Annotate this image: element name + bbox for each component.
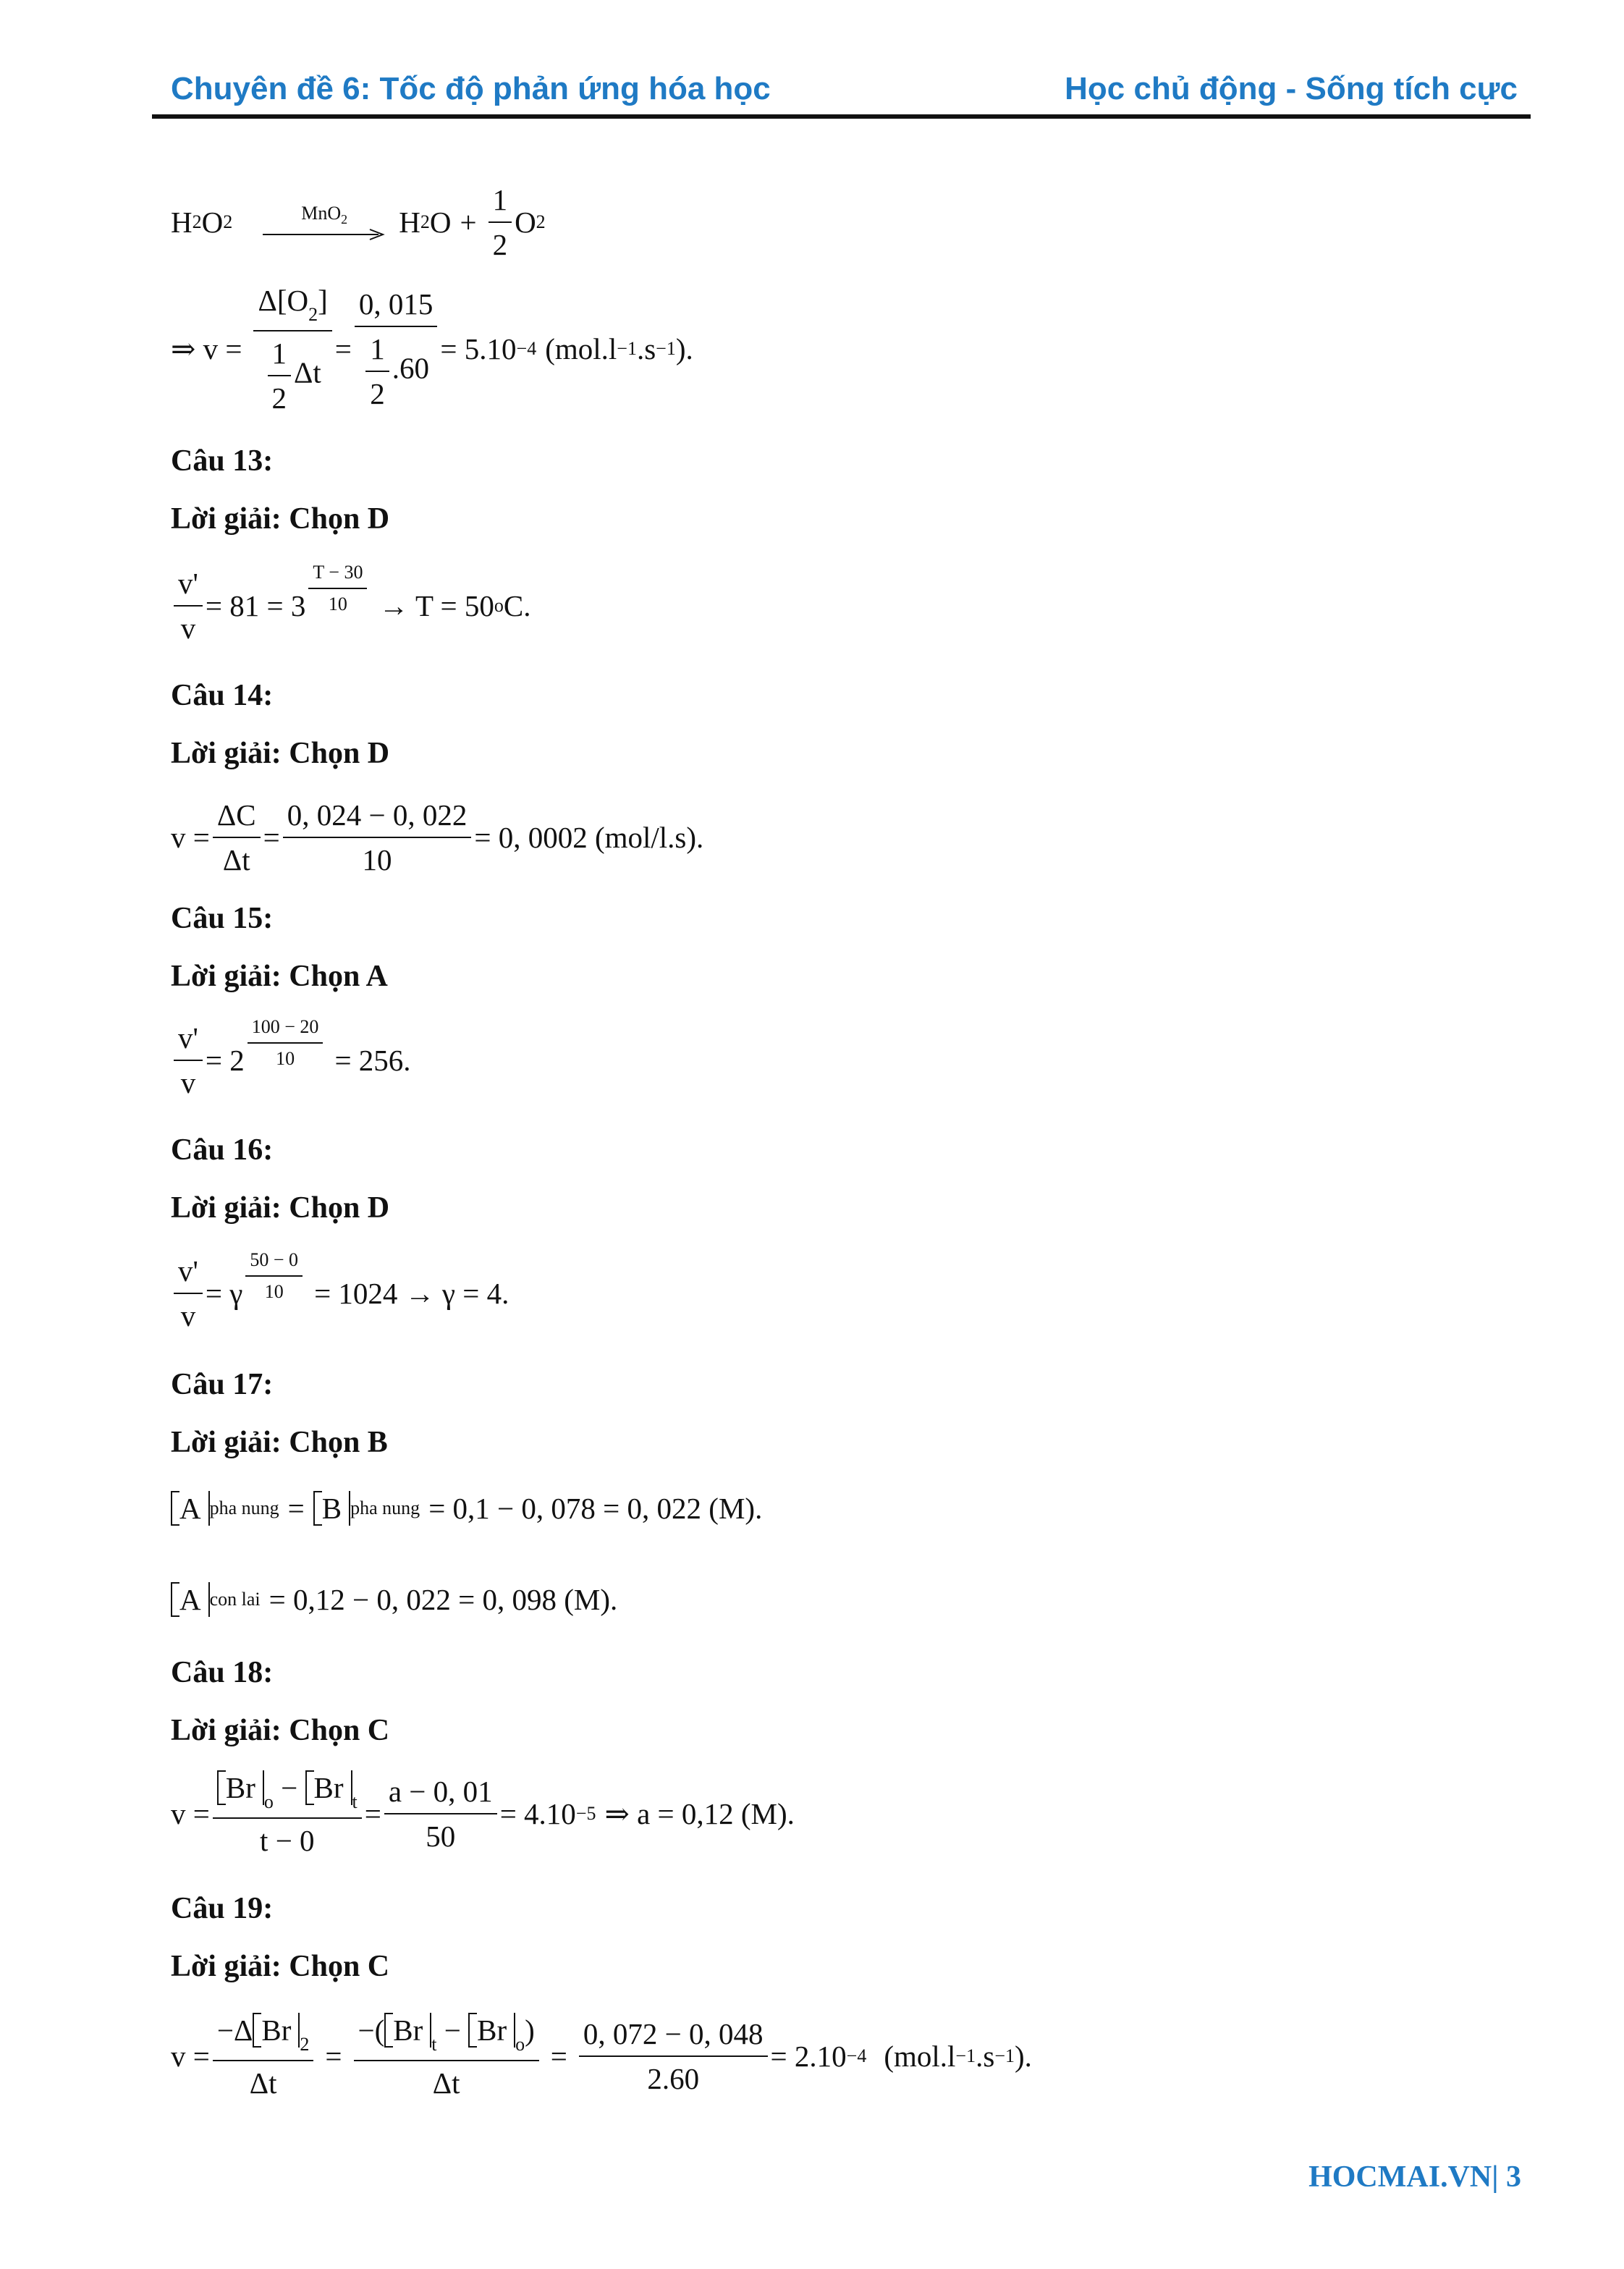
math-token: −	[281, 1770, 298, 1804]
math-token: v	[180, 1066, 196, 1099]
math-token: v =	[171, 1797, 210, 1830]
math-token: .s	[976, 2040, 995, 2073]
slogan: Học chủ động - Sống tích cực	[1065, 71, 1518, 106]
math-token: B	[313, 1491, 350, 1526]
math-token: o	[263, 1791, 274, 1812]
math-token: o	[515, 2033, 525, 2055]
question-13-formula	[171, 559, 531, 653]
math-token: ]	[318, 283, 328, 317]
math-token: H	[171, 206, 193, 239]
math-token: 0, 015	[355, 287, 438, 327]
math-token: = γ	[205, 1277, 243, 1310]
question-15-title: Câu 15:	[171, 902, 274, 935]
question-14-title: Câu 14:	[171, 679, 274, 712]
question-19-title: Câu 19:	[171, 1892, 274, 1925]
page-footer: HOCMAI.VN| 3	[1308, 2160, 1521, 2194]
question-17-line2	[171, 1571, 617, 1628]
math-token: = 2.10	[770, 2040, 847, 2073]
question-18-answer: Lời giải: Chọn C	[171, 1714, 390, 1747]
math-token: O	[429, 206, 452, 239]
math-token: v	[180, 1299, 196, 1332]
math-token: ⇒ v =	[171, 332, 242, 366]
math-token: Δt	[432, 2066, 460, 2100]
math-token: 2	[492, 228, 508, 261]
rate-formula	[171, 276, 693, 421]
math-token: v'	[174, 1021, 203, 1061]
math-token: t − 0	[260, 1823, 315, 1857]
math-token: con lai	[209, 1589, 261, 1610]
math-token: (mol.l	[545, 332, 617, 366]
math-token: 1	[489, 182, 512, 223]
math-token: = 0,12 − 0, 022 = 0, 098 (M).	[268, 1583, 618, 1616]
math-token: )	[525, 2013, 535, 2047]
math-token: .s	[636, 332, 656, 366]
math-token: pha nung	[209, 1497, 279, 1518]
question-19-answer: Lời giải: Chọn C	[171, 1950, 390, 1983]
math-token: A	[171, 1491, 210, 1526]
math-token: ⇒ a = 0,12 (M).	[604, 1797, 795, 1830]
math-token: =	[364, 1797, 381, 1830]
math-token: 2	[271, 381, 287, 415]
math-token: ΔC	[213, 798, 261, 838]
question-17-line1	[171, 1479, 762, 1537]
math-token: −5	[575, 1803, 596, 1824]
reaction-equation	[171, 183, 546, 261]
math-token: T − 30	[308, 562, 367, 589]
math-token: =	[334, 332, 352, 366]
math-token: 10	[328, 593, 347, 614]
math-token: Br	[217, 1770, 264, 1805]
math-token: 1	[365, 331, 389, 372]
math-token: v =	[171, 821, 210, 854]
math-token: −(	[358, 2013, 385, 2047]
question-14-formula	[171, 790, 703, 884]
question-17-answer: Lời giải: Chọn B	[171, 1426, 388, 1459]
math-token: −1	[617, 338, 637, 359]
math-token: a − 0, 01	[384, 1774, 497, 1814]
math-token: 50 − 0	[245, 1249, 303, 1277]
math-token: =	[550, 2040, 567, 2073]
math-token: 10	[276, 1048, 295, 1069]
question-18-title: Câu 18:	[171, 1656, 274, 1689]
math-token: −4	[516, 338, 537, 359]
math-token: (mol.l	[884, 2040, 956, 2073]
math-token: Br	[253, 2013, 300, 2048]
math-token: 50	[426, 1820, 456, 1853]
page-header	[152, 71, 1531, 116]
math-token: = 256.	[334, 1044, 411, 1077]
math-token: 0, 072 − 0, 048	[579, 2016, 768, 2057]
math-token: O	[515, 206, 536, 239]
math-token: −1	[955, 2045, 976, 2066]
math-token: H	[399, 206, 420, 239]
math-token: v'	[174, 566, 203, 607]
arrow-icon	[263, 227, 386, 242]
math-token: Br	[305, 1770, 352, 1805]
math-token: t	[431, 2033, 437, 2055]
math-token: Δt	[249, 2066, 277, 2100]
math-token: 2	[308, 303, 318, 325]
math-token: −1	[656, 338, 676, 359]
math-token: .60	[392, 351, 430, 385]
question-13-answer: Lời giải: Chọn D	[171, 502, 390, 536]
math-token: 2	[300, 2033, 310, 2055]
math-token: 2	[341, 212, 348, 227]
question-14-answer: Lời giải: Chọn D	[171, 737, 390, 770]
math-token: t	[352, 1791, 358, 1812]
math-token: 10	[362, 843, 392, 876]
math-token: = 0, 0002 (mol/l.s).	[474, 821, 704, 854]
math-token: = 4.10	[499, 1797, 576, 1830]
math-token: MnO	[301, 203, 342, 224]
math-token: =	[287, 1492, 305, 1525]
math-token: Br	[468, 2013, 515, 2048]
math-token: = 2	[205, 1044, 245, 1077]
math-token: v =	[171, 2040, 210, 2073]
math-token: =	[325, 2040, 342, 2073]
math-token: 2.60	[647, 2062, 700, 2095]
chapter-title: Chuyên đề 6: Tốc độ phản ứng hóa học	[171, 71, 771, 106]
math-token: 2	[536, 211, 546, 232]
question-15-answer: Lời giải: Chọn A	[171, 960, 388, 993]
question-16-title: Câu 16:	[171, 1133, 274, 1167]
question-16-formula	[171, 1246, 509, 1340]
math-token: → T = 50	[378, 589, 494, 622]
math-token: Δt	[294, 355, 321, 389]
math-token: Δt	[222, 843, 250, 876]
math-token: 10	[264, 1281, 284, 1302]
math-token: = 0,1 − 0, 078 = 0, 022 (M).	[428, 1492, 763, 1525]
catalyst-arrow	[263, 203, 386, 242]
math-token: =	[263, 821, 280, 854]
math-token: pha nung	[350, 1497, 420, 1518]
question-17-title: Câu 17:	[171, 1368, 274, 1401]
math-token: 2	[420, 211, 430, 232]
math-token: ).	[1014, 2040, 1032, 2073]
math-token: −Δ	[216, 2013, 253, 2047]
question-16-answer: Lời giải: Chọn D	[171, 1191, 390, 1225]
math-token: ).	[675, 332, 693, 366]
question-19-formula	[171, 2002, 1032, 2110]
math-token: +	[460, 206, 477, 239]
math-token: 2	[223, 211, 233, 232]
math-token: A	[171, 1582, 210, 1617]
math-token: −1	[994, 2045, 1015, 2066]
math-token: Br	[384, 2013, 431, 2048]
math-token: O	[201, 206, 224, 239]
math-token: C.	[503, 589, 531, 622]
math-token: Δ[O	[258, 283, 309, 317]
math-token: 100 − 20	[248, 1016, 323, 1044]
math-token: v'	[174, 1254, 203, 1294]
math-token: = 1024 → γ = 4.	[314, 1277, 509, 1310]
question-13-title: Câu 13:	[171, 444, 274, 478]
math-token: 0, 024 − 0, 022	[283, 798, 472, 838]
math-token: v	[180, 612, 196, 645]
question-15-formula	[171, 1013, 411, 1107]
math-token: 2	[370, 377, 385, 410]
question-18-formula	[171, 1763, 795, 1864]
header-rule	[152, 114, 1531, 119]
math-token: = 5.10	[440, 332, 517, 366]
math-token: 1	[268, 336, 292, 376]
math-token: −	[444, 2013, 461, 2047]
math-token: 2	[192, 211, 202, 232]
math-token: −4	[846, 2045, 867, 2066]
math-token: o	[494, 595, 504, 616]
math-token: = 81 = 3	[205, 589, 306, 622]
